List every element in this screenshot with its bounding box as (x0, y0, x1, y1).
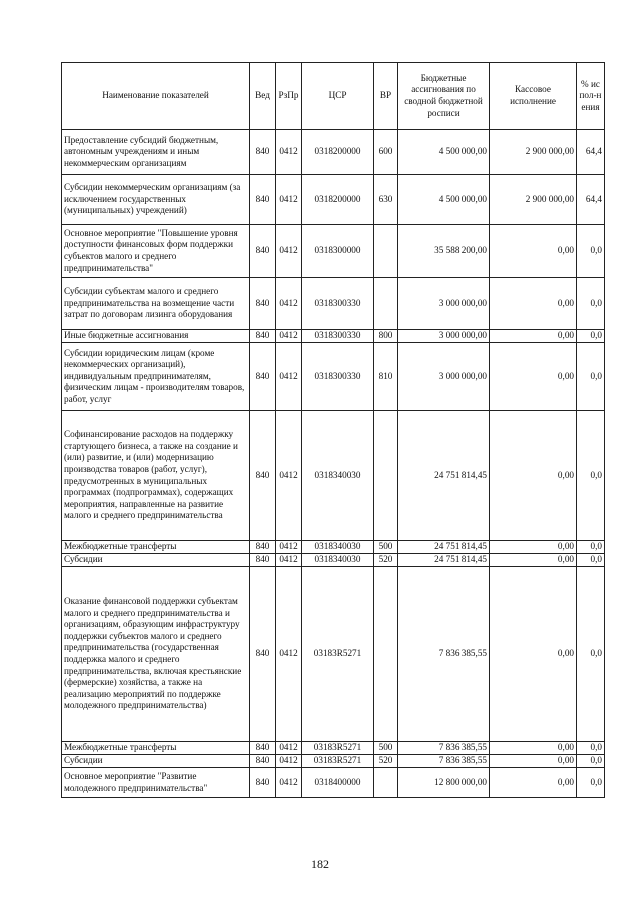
table-row (62, 541, 605, 554)
row-rzpr-cell: 0412 (276, 742, 302, 755)
row-rzpr-cell: 0412 (276, 225, 302, 278)
row-name-cell: Субсидии (62, 755, 250, 768)
row-cash-cell: 0,00 (490, 225, 577, 278)
row-budget-cell: 4 500 000,00 (398, 175, 490, 225)
row-cash-cell: 0,00 (490, 768, 577, 798)
row-pct-cell: 0,0 (577, 330, 605, 343)
row-vr-cell (374, 278, 398, 330)
row-ved-cell: 840 (250, 742, 276, 755)
row-pct-cell: 0,0 (577, 742, 605, 755)
row-vr-cell (374, 768, 398, 798)
row-ved-cell: 840 (250, 330, 276, 343)
row-name-cell: Основное мероприятие "Повышение уровня доступности финансовых форм поддержки субъектов малого и среднего предпринимательства" (62, 225, 250, 278)
row-budget-cell: 7 836 385,55 (398, 742, 490, 755)
row-ved-cell: 840 (250, 278, 276, 330)
row-cash-cell: 0,00 (490, 541, 577, 554)
row-vr-cell (374, 567, 398, 742)
table-row (62, 554, 605, 567)
header-cash: Кассовое исполнение (490, 63, 577, 130)
table-row (62, 567, 605, 742)
header-pct: % испол-нения (577, 63, 605, 130)
row-cash-cell: 0,00 (490, 554, 577, 567)
row-cash-cell: 0,00 (490, 343, 577, 411)
row-csr-cell: 0318340030 (302, 541, 374, 554)
page-number: 182 (311, 857, 329, 871)
row-ved-cell: 840 (250, 768, 276, 798)
row-budget-cell: 35 588 200,00 (398, 225, 490, 278)
row-budget-cell: 24 751 814,45 (398, 554, 490, 567)
row-rzpr-cell: 0412 (276, 768, 302, 798)
row-rzpr-cell: 0412 (276, 554, 302, 567)
header-budget: Бюджетные ассигнования по сводной бюджетной росписи (398, 63, 490, 130)
row-budget-cell: 24 751 814,45 (398, 411, 490, 541)
row-csr-cell: 0318340030 (302, 554, 374, 567)
row-ved-cell: 840 (250, 554, 276, 567)
table-header-row (62, 63, 605, 130)
row-budget-cell: 24 751 814,45 (398, 541, 490, 554)
row-cash-cell: 0,00 (490, 411, 577, 541)
row-csr-cell: 0318200000 (302, 175, 374, 225)
header-csr: ЦСР (302, 63, 374, 130)
row-ved-cell: 840 (250, 130, 276, 175)
row-vr-cell: 810 (374, 343, 398, 411)
table-row (62, 225, 605, 278)
row-budget-cell: 4 500 000,00 (398, 130, 490, 175)
row-pct-cell: 0,0 (577, 755, 605, 768)
row-name-cell: Софинансирование расходов на поддержку стартующего бизнеса, а также на создание и (или) развитие, и (или) модернизацию производства товаров (работ, услуг), предусмотренных в муниципальных программах (подпрограммах), содержащих мероприятия, направленные на развитие малого и среднего предпринимательства (62, 411, 250, 541)
table-row (62, 742, 605, 755)
row-ved-cell: 840 (250, 411, 276, 541)
row-vr-cell: 600 (374, 130, 398, 175)
row-pct-cell: 0,0 (577, 278, 605, 330)
table-row (62, 343, 605, 411)
row-name-cell: Предоставление субсидий бюджетным, автономным учреждениям и иным некоммерческим организациям (62, 130, 250, 175)
row-pct-cell: 0,0 (577, 554, 605, 567)
row-name-cell: Межбюджетные трансферты (62, 742, 250, 755)
row-rzpr-cell: 0412 (276, 130, 302, 175)
row-cash-cell: 0,00 (490, 330, 577, 343)
table-row (62, 175, 605, 225)
row-name-cell: Субсидии некоммерческим организациям (за исключением государственных (муниципальных) учреждений) (62, 175, 250, 225)
row-rzpr-cell: 0412 (276, 541, 302, 554)
row-name-cell: Субсидии (62, 554, 250, 567)
row-ved-cell: 840 (250, 343, 276, 411)
row-name-cell: Субсидии субъектам малого и среднего предпринимательства на возмещение части затрат по договорам лизинга оборудования (62, 278, 250, 330)
header-rzpr: РзПр (276, 63, 302, 130)
row-budget-cell: 12 800 000,00 (398, 768, 490, 798)
row-vr-cell: 800 (374, 330, 398, 343)
row-vr-cell: 500 (374, 541, 398, 554)
row-vr-cell: 630 (374, 175, 398, 225)
row-ved-cell: 840 (250, 755, 276, 768)
row-budget-cell: 7 836 385,55 (398, 567, 490, 742)
row-ved-cell: 840 (250, 567, 276, 742)
row-vr-cell: 520 (374, 755, 398, 768)
row-pct-cell: 0,0 (577, 411, 605, 541)
header-ved: Вед (250, 63, 276, 130)
row-cash-cell: 0,00 (490, 567, 577, 742)
row-csr-cell: 0318300330 (302, 330, 374, 343)
row-vr-cell: 520 (374, 554, 398, 567)
row-rzpr-cell: 0412 (276, 330, 302, 343)
row-budget-cell: 3 000 000,00 (398, 278, 490, 330)
header-vr: ВР (374, 63, 398, 130)
row-vr-cell (374, 411, 398, 541)
row-name-cell: Субсидии юридическим лицам (кроме некоммерческих организаций), индивидуальным предпринимателям, физическим лицам - производителям товаров, работ, услуг (62, 343, 250, 411)
row-csr-cell: 0318200000 (302, 130, 374, 175)
header-name: Наименование показателей (62, 63, 250, 130)
row-budget-cell: 3 000 000,00 (398, 343, 490, 411)
row-budget-cell: 3 000 000,00 (398, 330, 490, 343)
table-row (62, 755, 605, 768)
row-pct-cell: 64,4 (577, 175, 605, 225)
row-rzpr-cell: 0412 (276, 411, 302, 541)
row-cash-cell: 0,00 (490, 755, 577, 768)
row-vr-cell: 500 (374, 742, 398, 755)
table-row (62, 768, 605, 798)
row-csr-cell: 0318300000 (302, 225, 374, 278)
row-csr-cell: 0318340030 (302, 411, 374, 541)
row-csr-cell: 03183R5271 (302, 567, 374, 742)
table-row (62, 130, 605, 175)
row-name-cell: Основное мероприятие "Развитие молодежного предпринимательства" (62, 768, 250, 798)
row-csr-cell: 0318400000 (302, 768, 374, 798)
row-rzpr-cell: 0412 (276, 278, 302, 330)
row-csr-cell: 03183R5271 (302, 755, 374, 768)
row-pct-cell: 64,4 (577, 130, 605, 175)
row-csr-cell: 0318300330 (302, 278, 374, 330)
row-rzpr-cell: 0412 (276, 175, 302, 225)
row-cash-cell: 2 900 000,00 (490, 175, 577, 225)
row-csr-cell: 03183R5271 (302, 742, 374, 755)
row-name-cell: Межбюджетные трансферты (62, 541, 250, 554)
row-ved-cell: 840 (250, 225, 276, 278)
budget-execution-table (61, 62, 605, 798)
row-budget-cell: 7 836 385,55 (398, 755, 490, 768)
row-pct-cell: 0,0 (577, 225, 605, 278)
row-name-cell: Оказание финансовой поддержки субъектам малого и среднего предпринимательства и организациям, образующим инфраструктуру поддержки субъектов малого и среднего предпринимательства (государственная поддержка малого и среднего предпринимательства, включая крестьянские (фермерские) хозяйства, а также на реализацию мероприятий по поддержке молодежного предпринимательства) (62, 567, 250, 742)
row-csr-cell: 0318300330 (302, 343, 374, 411)
table-row (62, 278, 605, 330)
row-ved-cell: 840 (250, 541, 276, 554)
row-name-cell: Иные бюджетные ассигнования (62, 330, 250, 343)
row-pct-cell: 0,0 (577, 343, 605, 411)
table-row (62, 411, 605, 541)
table-row (62, 330, 605, 343)
row-rzpr-cell: 0412 (276, 755, 302, 768)
row-pct-cell: 0,0 (577, 768, 605, 798)
row-cash-cell: 0,00 (490, 278, 577, 330)
row-pct-cell: 0,0 (577, 567, 605, 742)
row-rzpr-cell: 0412 (276, 567, 302, 742)
row-pct-cell: 0,0 (577, 541, 605, 554)
row-rzpr-cell: 0412 (276, 343, 302, 411)
row-vr-cell (374, 225, 398, 278)
row-cash-cell: 0,00 (490, 742, 577, 755)
row-ved-cell: 840 (250, 175, 276, 225)
row-cash-cell: 2 900 000,00 (490, 130, 577, 175)
